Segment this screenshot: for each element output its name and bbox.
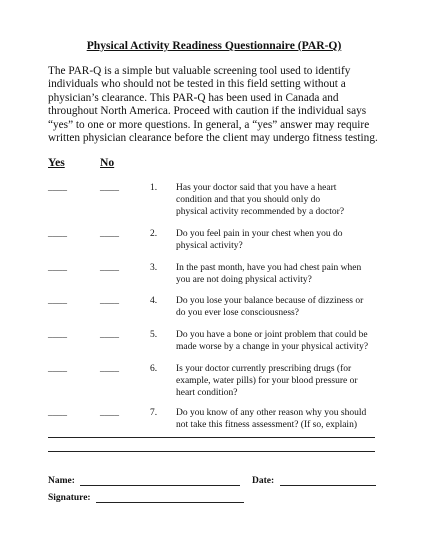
explanation-line[interactable] — [48, 437, 375, 438]
signature-field[interactable] — [96, 502, 244, 503]
question-text: Do you feel pain in your chest when you do physical activity? — [176, 229, 343, 251]
yes-answer-blank[interactable]: ____ — [48, 229, 67, 239]
explanation-line[interactable] — [48, 451, 375, 452]
no-answer-blank[interactable]: ____ — [100, 364, 119, 374]
question-text: Has your doctor said that you have a heart condition and that you should only do physical activity recommended by a doctor? — [176, 183, 345, 217]
yes-answer-blank[interactable]: ____ — [48, 183, 67, 193]
question-text: In the past month, have you had chest pain when you are not doing physical activity? — [176, 263, 362, 285]
no-answer-blank[interactable]: ____ — [100, 263, 119, 273]
yes-answer-blank[interactable]: ____ — [48, 330, 67, 340]
question-number: 3. — [150, 263, 158, 273]
date-field[interactable] — [280, 485, 376, 486]
no-answer-blank[interactable]: ____ — [100, 183, 119, 193]
question-text: Do you have a bone or joint problem that could be made worse by a change in your physical activity? — [176, 330, 369, 352]
no-answer-blank[interactable]: ____ — [100, 229, 119, 239]
question-number: 4. — [150, 296, 158, 306]
question-text: Is your doctor currently prescribing drugs (for example, water pills) for your blood pressure or heart condition? — [176, 364, 358, 398]
yes-answer-blank[interactable]: ____ — [48, 364, 67, 374]
intro-paragraph: The PAR-Q is a simple but valuable screening tool used to identify individuals who should not be tested in this field setting without a physician’s clearance. This PAR-Q has been used in Canada and throughout North America. Proceed with caution if the individual says “yes” to one or more questions. In general, a “yes” answer may require written physician clearance before the client may undergo fitness testing. — [48, 65, 378, 145]
question-number: 1. — [150, 183, 158, 193]
name-label: Name: — [48, 476, 75, 486]
form-title: Physical Activity Readiness Questionnaire (PAR-Q) — [86, 39, 342, 52]
question-number: 2. — [150, 229, 158, 239]
question-number: 5. — [150, 330, 158, 340]
no-answer-blank[interactable]: ____ — [100, 408, 119, 418]
yes-answer-blank[interactable]: ____ — [48, 296, 67, 306]
date-label: Date: — [252, 476, 275, 486]
question-text: Do you know of any other reason why you should not take this fitness assessment? (If so, explain) — [176, 408, 367, 430]
yes-column-header: Yes — [48, 156, 65, 169]
question-number: 6. — [150, 364, 158, 374]
yes-answer-blank[interactable]: ____ — [48, 408, 67, 418]
signature-label: Signature: — [48, 493, 91, 503]
question-number: 7. — [150, 408, 158, 418]
name-field[interactable] — [80, 485, 240, 486]
no-answer-blank[interactable]: ____ — [100, 330, 119, 340]
no-answer-blank[interactable]: ____ — [100, 296, 119, 306]
no-column-header: No — [100, 156, 115, 169]
yes-answer-blank[interactable]: ____ — [48, 263, 67, 273]
question-text: Do you lose your balance because of dizziness or do you ever lose consciousness? — [176, 296, 364, 318]
